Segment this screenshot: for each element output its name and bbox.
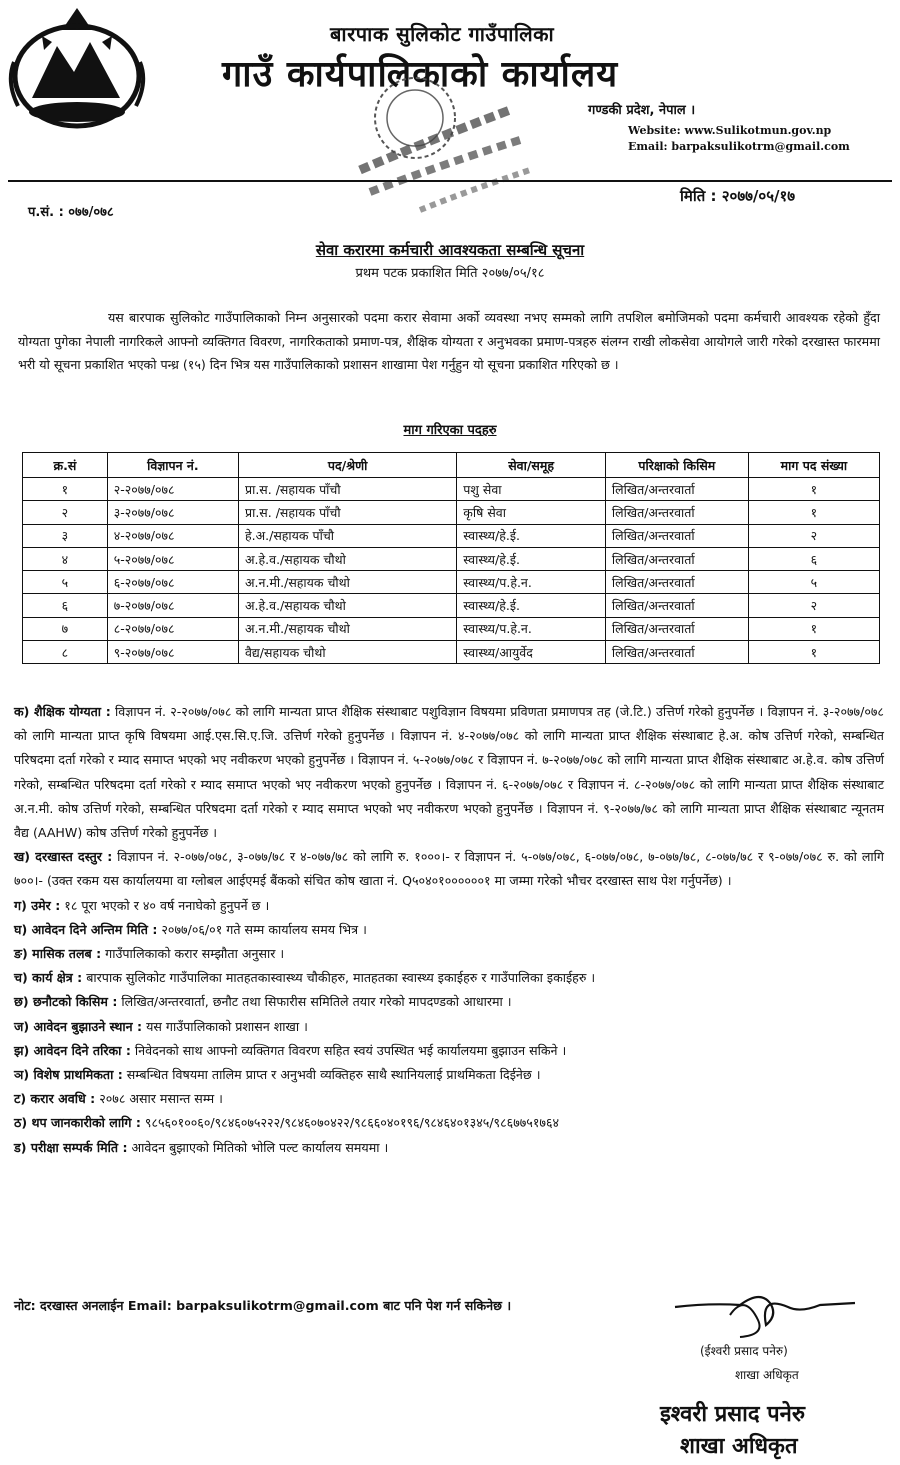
letter-date: मिति : २०७७/०५/१७ (680, 187, 796, 205)
cell-post-count: २ (748, 594, 879, 617)
detail-item-contract-period (14, 1087, 884, 1111)
col-header-exam-type: परिक्षाको किसिम (605, 453, 748, 478)
cell-post-count: २ (748, 524, 879, 547)
fee-text: विज्ञापन नं. २-०७७/०७८, ३-०७७/७८ र ४-०७७/७८ को लागि रु. १०००।- र विज्ञापन नं. ५-०७७/०७८, ६-०७७/०७८, ७-०७७/७८, ८-०७७/७८ र ९-०७७/०७८ रु. को लागि ७००।- (उक्त रकम यस कार्यालयमा वा ग्लोबल आईएमई बैंकको संचित कोष खाता नं. Q५०४०१००००००१ मा जम्मा गरेको भौचर दरखास्त साथ पेश गर्नुपर्नेछ) । (14, 849, 884, 889)
detail-item-contact (14, 1111, 884, 1135)
handwritten-signature (670, 1285, 860, 1345)
website-link[interactable]: Website: www.Sulikotmun.gov.np (628, 124, 832, 137)
cell-ad-number: ६-२०७७/०७८ (107, 571, 238, 594)
cell-post-count: ५ (748, 571, 879, 594)
notice-details (14, 700, 884, 1160)
detail-label: छ) छनौटको किसिम : (14, 994, 118, 1010)
cell-serial: ८ (23, 641, 108, 664)
cell-ad-number: २-२०७७/०७८ (107, 478, 238, 501)
cell-post: हे.अ./सहायक पाँचौ (238, 524, 456, 547)
detail-text: निवेदनको साथ आफ्नो व्यक्तिगत विवरण सहित स्वयं उपस्थित भई कार्यालयमा बुझाउन सकिने । (134, 1042, 567, 1058)
cell-exam-type: लिखित/अन्तरवार्ता (605, 594, 748, 617)
detail-item-age (14, 894, 884, 918)
detail-label: ञ) विशेष प्राथमिकता : (14, 1067, 123, 1083)
cell-ad-number: ५-२०७७/०७८ (107, 547, 238, 570)
cell-service: स्वास्थ्य/आयुर्वेद (457, 641, 606, 664)
cell-service: स्वास्थ्य/हे.ई. (457, 594, 606, 617)
signer-name: (ईश्वरी प्रसाद पनेरु) (700, 1344, 788, 1358)
detail-label: झ) आवेदन दिने तरिका : (14, 1042, 131, 1058)
office-title: गाउँ कार्यपालिकाको कार्यालय (222, 54, 619, 95)
cell-post-count: १ (748, 478, 879, 501)
cell-exam-type: लिखित/अन्तरवार्ता (605, 478, 748, 501)
cell-serial: ७ (23, 617, 108, 640)
name-stamp: इश्वरी प्रसाद पनेरु (660, 1402, 806, 1427)
table-row (23, 571, 880, 594)
table-row (23, 501, 880, 524)
table-row (23, 478, 880, 501)
cell-post: अ.हे.व./सहायक चौथो (238, 547, 456, 570)
cell-post-count: १ (748, 501, 879, 524)
table-row (23, 594, 880, 617)
posts-table-title: माग गरिएका पदहरु (403, 423, 497, 438)
detail-label: ङ) मासिक तलब : (14, 946, 102, 962)
reference-number: प.सं. : ०७७/०७८ (28, 205, 114, 220)
cell-exam-type: लिखित/अन्तरवार्ता (605, 524, 748, 547)
cell-service: स्वास्थ्य/प.हे.न. (457, 571, 606, 594)
cell-exam-type: लिखित/अन्तरवार्ता (605, 641, 748, 664)
cell-serial: ५ (23, 571, 108, 594)
cell-exam-type: लिखित/अन्तरवार्ता (605, 617, 748, 640)
detail-label: च) कार्य क्षेत्र : (14, 970, 83, 986)
posts-table (22, 452, 880, 664)
cell-ad-number: ७-२०७७/०७८ (107, 594, 238, 617)
detail-label: ठ) थप जानकारीको लागि : (14, 1115, 141, 1131)
cell-ad-number: ४-२०७७/०७८ (107, 524, 238, 547)
province-label: गण्डकी प्रदेश, नेपाल । (588, 103, 696, 118)
fee-label: ख) दरखास्त दस्तुर : (14, 849, 113, 865)
col-header-service: सेवा/समूह (457, 453, 606, 478)
col-header-post-count: माग पद संख्या (748, 453, 879, 478)
detail-text: गाउँपालिकाको करार सम्झौता अनुसार । (105, 946, 285, 962)
notice-intro: यस बारपाक सुलिकोट गाउँपालिकाको निम्न अनुसारको पदमा करार सेवामा अर्को व्यवस्था नभए सम्मको लागि तपशिल बमोजिमको पदमा कर्मचारी आवश्यक रहेको हुँदा योग्यता पुगेका नेपाली नागरिकले आफ्नो व्यक्तिगत विवरण, नागरिकताको प्रमाण-पत्र, शैक्षिक योग्यता र अनुभवका प्रमाण-पत्रहरु संलग्न राखी लोकसेवा आयोगले जारी गरेको दरखास्त फारममा भरी यो सूचना प्रकाशित भएको पन्ध्र (१५) दिन भित्र यस गाउँपालिकाको प्रशासन शाखामा पेश गर्नुहुन यो सूचना प्रकाशित गरिएको छ । (18, 310, 880, 372)
online-submission-note (14, 1297, 511, 1314)
cell-serial: १ (23, 478, 108, 501)
table-header-row (23, 453, 880, 478)
detail-label: ग) उमेर : (14, 897, 61, 913)
email-link[interactable]: Email: barpaksulikotrm@gmail.com (628, 140, 850, 153)
cell-serial: २ (23, 501, 108, 524)
fee-paragraph (14, 845, 884, 893)
publication-date: प्रथम पटक प्रकाशित मिति २०७७/०५/१८ (355, 266, 545, 281)
detail-item-salary (14, 942, 884, 966)
detail-item-priority (14, 1063, 884, 1087)
cell-post-count: १ (748, 617, 879, 640)
detail-text: २०७७/०६/०१ गते सम्म कार्यालय समय भित्र । (161, 921, 367, 937)
detail-text: ९८५६०१००६०/९८४६०७५२२२/९८४६०७०४२२/९८६६०४०१९६/९८४६४०१३४५/९८६७७५१७६४ (144, 1115, 560, 1131)
note-label: नोट: दरखास्त अनलाईन Email: barpaksulikotrm@gmail.com (14, 1298, 379, 1313)
detail-label: ट) करार अवधि : (14, 1091, 96, 1107)
col-header-ad-number: विज्ञापन नं. (107, 453, 238, 478)
qualification-paragraph (14, 700, 884, 845)
note-text: बाट पनि पेश गर्न सकिनेछ । (383, 1298, 512, 1313)
table-row (23, 547, 880, 570)
detail-text: यस गाउँपालिकाको प्रशासन शाखा । (146, 1018, 308, 1034)
qualification-label: क) शैक्षिक योग्यता : (14, 704, 111, 719)
detail-label: ड) परीक्षा सम्पर्क मिति : (14, 1139, 128, 1155)
col-header-serial: क्र.सं (23, 453, 108, 478)
cell-serial: ३ (23, 524, 108, 547)
cell-ad-number: ८-२०७७/०७८ (107, 617, 238, 640)
cell-service: कृषि सेवा (457, 501, 606, 524)
col-header-post: पद/श्रेणी (238, 453, 456, 478)
notice-title: सेवा करारमा कर्मचारी आवश्यकता सम्बन्धि सूचना (315, 241, 585, 259)
cell-post: अ.न.मी./सहायक चौथो (238, 617, 456, 640)
cell-service: स्वास्थ्य/हे.ई. (457, 547, 606, 570)
cell-service: पशु सेवा (457, 478, 606, 501)
cell-post: अ.न.मी./सहायक चौथो (238, 571, 456, 594)
detail-item-selection (14, 990, 884, 1014)
detail-item-exam-date (14, 1136, 884, 1160)
cell-serial: ४ (23, 547, 108, 570)
cell-post: प्रा.स. /सहायक पाँचौ (238, 501, 456, 524)
detail-label: ज) आवेदन बुझाउने स्थान : (14, 1018, 143, 1034)
header-divider (8, 180, 892, 182)
title-stamp: शाखा अधिकृत (680, 1434, 798, 1459)
detail-text: बारपाक सुलिकोट गाउँपालिका मातहतकास्वास्थ्य चौकीहरु, मातहतका स्वास्थ्य इकाईहरु र गाउँपालिका इकाईहरु । (86, 970, 596, 986)
table-row (23, 617, 880, 640)
detail-text: २०७८ असार मसान्त सम्म । (99, 1091, 223, 1107)
detail-item-submission-place (14, 1015, 884, 1039)
cell-post-count: १ (748, 641, 879, 664)
detail-text: १८ पूरा भएको र ४० वर्ष ननाघेको हुनुपर्ने छ । (64, 897, 270, 913)
municipality-name: बारपाक सुलिकोट गाउँपालिका (330, 22, 555, 46)
cell-post: अ.हे.व./सहायक चौथो (238, 594, 456, 617)
cell-post-count: ६ (748, 547, 879, 570)
detail-item-deadline (14, 918, 884, 942)
cell-ad-number: ३-२०७७/०७८ (107, 501, 238, 524)
detail-text: सम्बन्धित विषयमा तालिम प्राप्त र अनुभवी व्यक्तिहरु साथै स्थानियलाई प्राथमिकता दिईनेछ । (126, 1067, 541, 1083)
detail-item-application-method (14, 1039, 884, 1063)
cell-exam-type: लिखित/अन्तरवार्ता (605, 501, 748, 524)
cell-ad-number: ९-२०७७/०७८ (107, 641, 238, 664)
signer-title: शाखा अधिकृत (735, 1368, 799, 1382)
detail-item-work-area (14, 966, 884, 990)
cell-service: स्वास्थ्य/हे.ई. (457, 524, 606, 547)
detail-text: आवेदन बुझाएको मितिको भोलि पल्ट कार्यालय समयमा । (131, 1139, 389, 1155)
cell-exam-type: लिखित/अन्तरवार्ता (605, 571, 748, 594)
detail-label: घ) आवेदन दिने अन्तिम मिति : (14, 921, 158, 937)
detail-text: लिखित/अन्तरवार्ता, छनौट तथा सिफारीस समितिले तयार गरेको मापदण्डको आधारमा । (121, 994, 512, 1010)
cell-post: वैद्य/सहायक चौथो (238, 641, 456, 664)
cell-serial: ६ (23, 594, 108, 617)
cell-service: स्वास्थ्य/प.हे.न. (457, 617, 606, 640)
table-row (23, 641, 880, 664)
cell-post: प्रा.स. /सहायक पाँचौ (238, 478, 456, 501)
qualification-text: विज्ञापन नं. २-२०७७/०७८ को लागि मान्यता प्राप्त शैक्षिक संस्थाबाट पशुविज्ञान विषयमा प्रविणता प्रमाणपत्र तह (जे.टि.) उत्तिर्ण गरेको हुनुपर्नेछ । विज्ञापन नं. ३-२०७७/०७८ को लागि मान्यता प्राप्त कृषि विषयमा आई.एस.सि.ए.जि. उत्तिर्ण गरेको हुनुपर्नेछ । विज्ञापन नं. ४-२०७७/०७८ को लागि मान्यता प्राप्त शैक्षिक संस्थाबाट हे.अ. कोष उत्तिर्ण गरेको, सम्बन्धित परिषदमा दर्ता गरेको र म्याद समाप्त भएको भए नवीकरण भएको हुनुपर्नेछ । विज्ञापन नं. ५-२०७७/०७८ र विज्ञापन नं. ७-२०७७/०७८ को लागि मान्यता प्राप्त शैक्षिक संस्थाबाट अ.हे.व. कोष उत्तिर्ण गरेको, सम्बन्धित परिषदमा दर्ता गरेको र म्याद समाप्त भएको भए नवीकरण भएको हुनुपर्नेछ । विज्ञापन नं. ६-२०७७/०७८ र विज्ञापन नं. ८-२०७७/०७८ को लागि मान्यता प्राप्त शैक्षिक संस्थाबाट अ.न.मी. कोष उत्तिर्ण गरेको, सम्बन्धित परिषदमा दर्ता गरेको र म्याद समाप्त भएको भए नवीकरण भएको हुनुपर्नेछ । विज्ञापन नं. ९-२०७७/७८ को लागि मान्यता प्राप्त शैक्षिक संस्थाबाट न्यूनतम वैद्य (AAHW) कोष उत्तिर्ण गरेको हुनुपर्नेछ । (14, 704, 884, 841)
government-emblem-icon (2, 2, 152, 130)
office-stamp (340, 70, 540, 220)
table-row (23, 524, 880, 547)
cell-exam-type: लिखित/अन्तरवार्ता (605, 547, 748, 570)
